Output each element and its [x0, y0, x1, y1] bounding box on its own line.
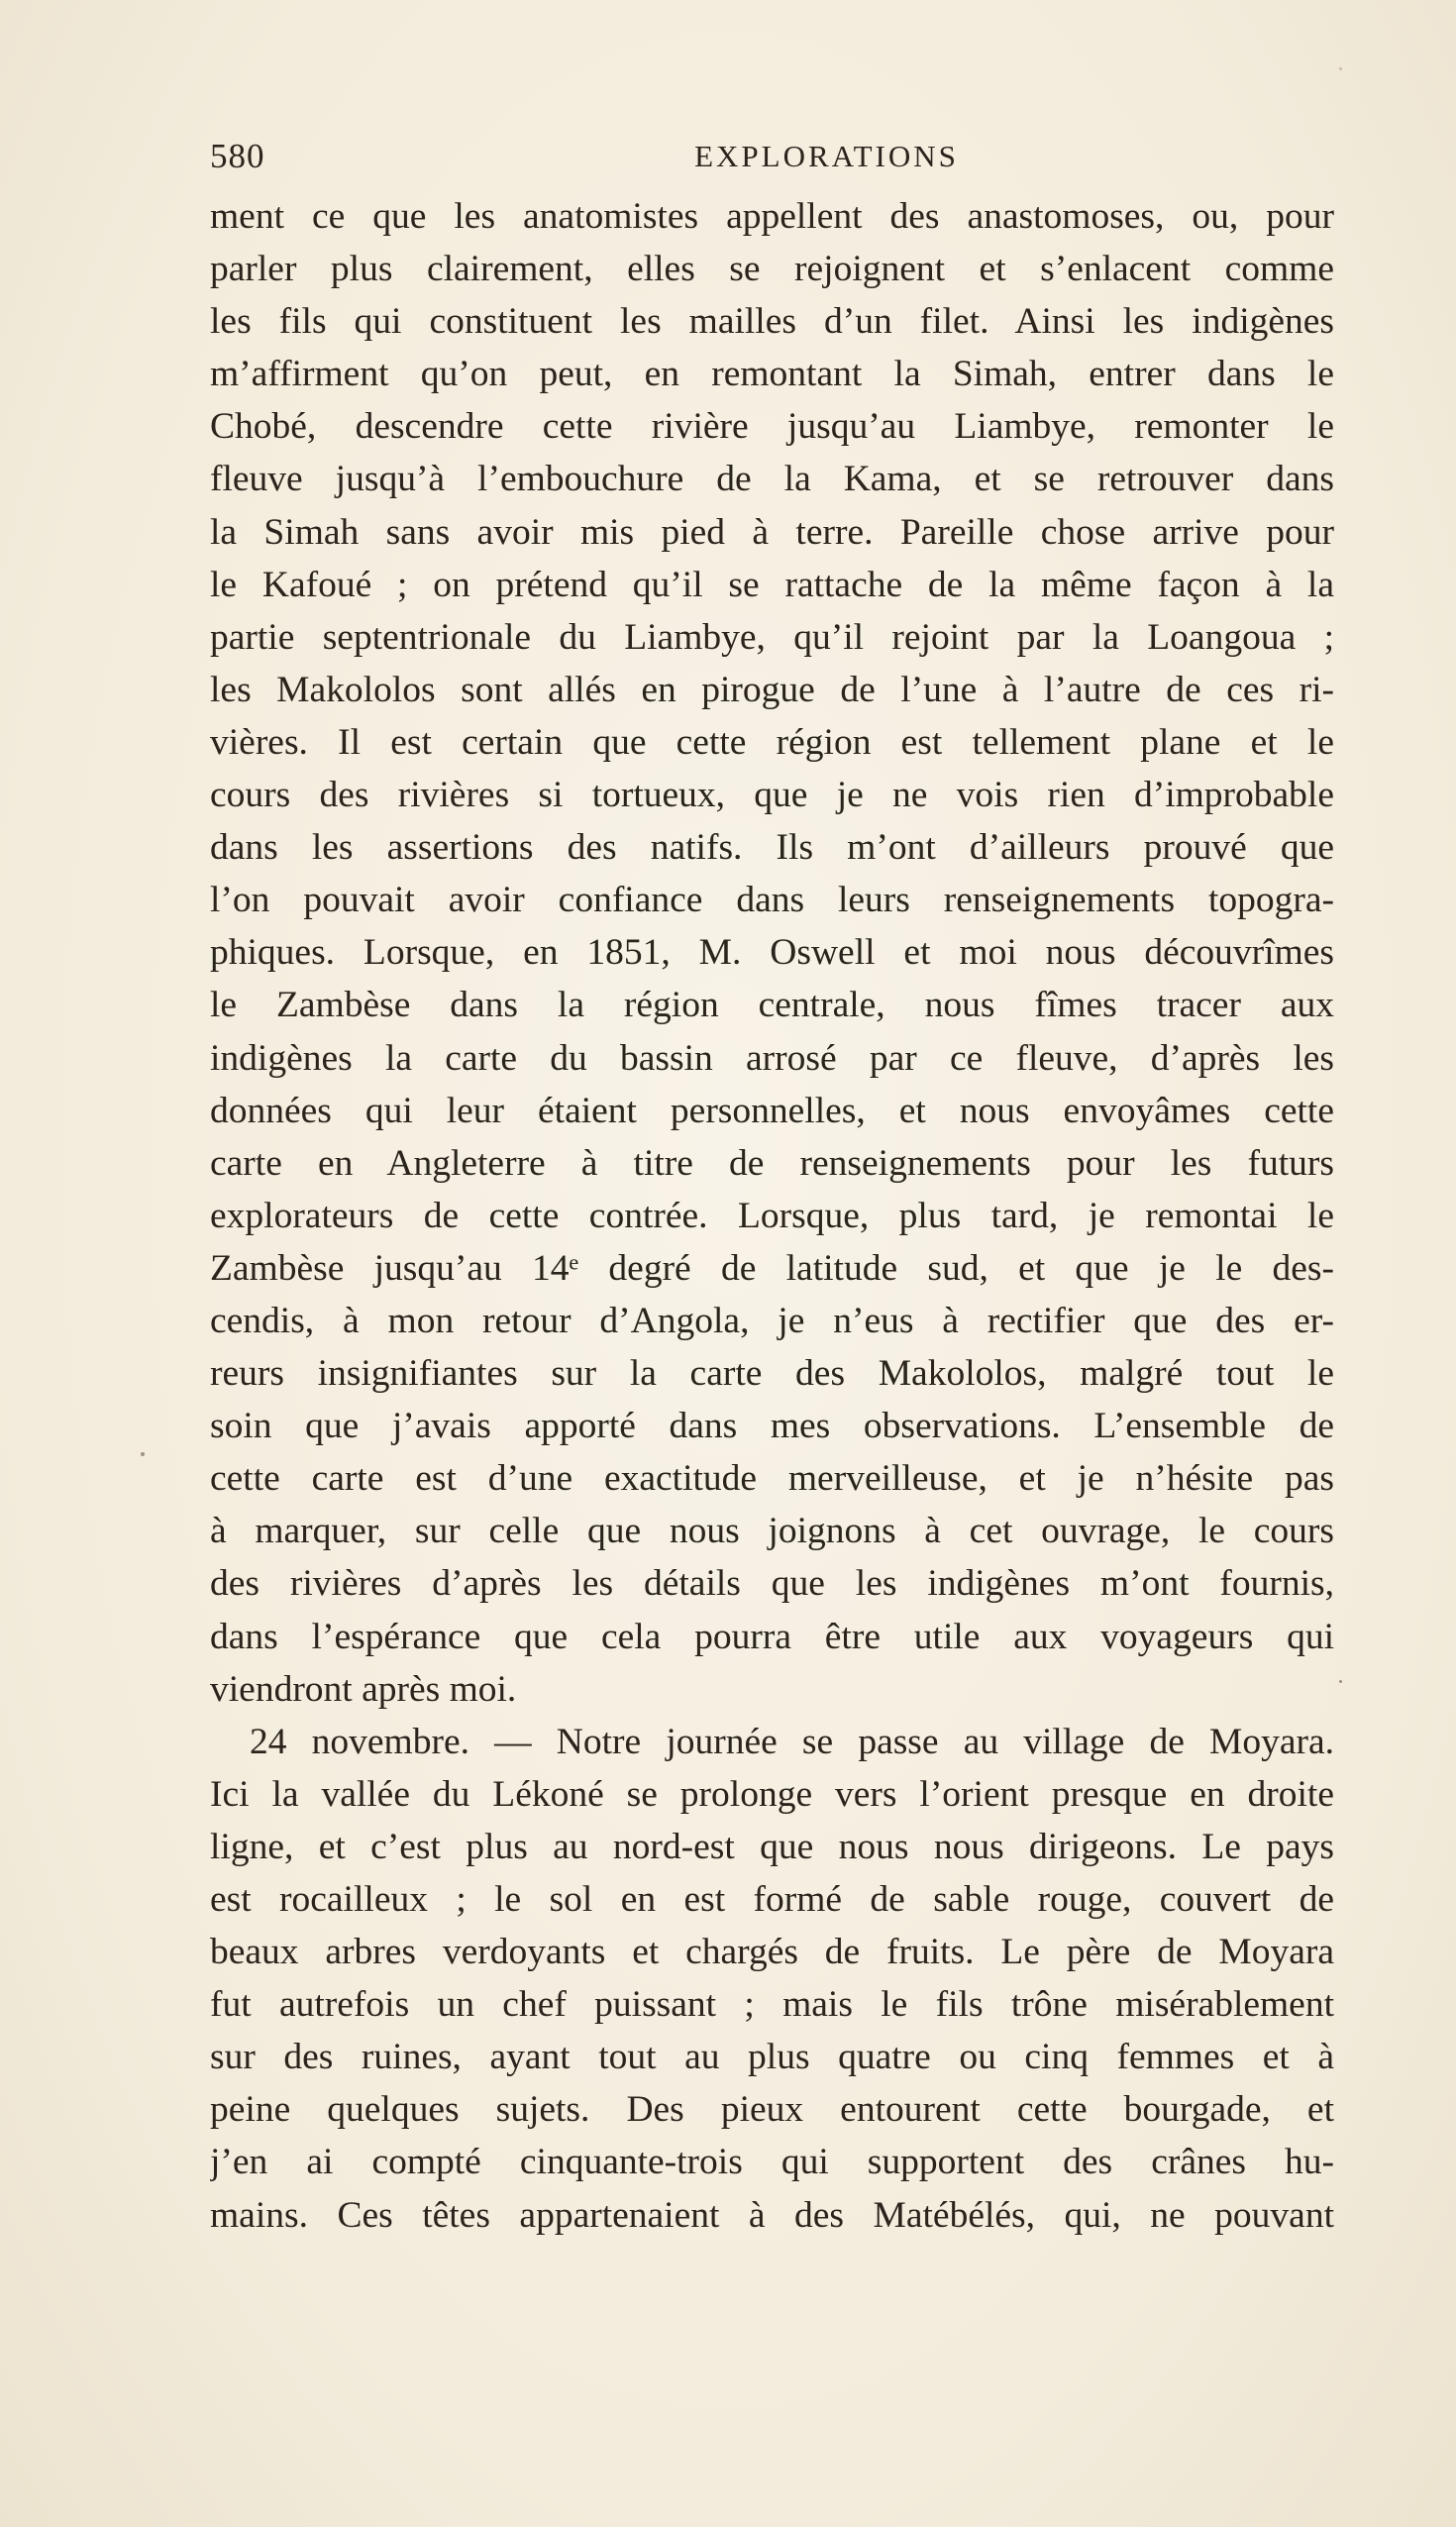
text-line: dans les assertions des natifs. Ils m’ont d’ailleurs prouvé que [210, 827, 1334, 869]
text-line: beaux arbres verdoyants et chargés de fruits. Le père de Moyara [210, 1932, 1334, 1973]
text-line: carte en Angleterre à titre de renseignements pour les futurs [210, 1142, 1334, 1184]
running-title: EXPLORATIONS [694, 139, 959, 173]
text-line: sur des ruines, ayant tout au plus quatre ou cinq femmes et à [210, 2037, 1334, 2078]
text-line: Ici la vallée du Lékoné se prolonge vers l’orient presque en droite [210, 1773, 1334, 1815]
text-line: données qui leur étaient personnelles, et nous envoyâmes cette [210, 1090, 1334, 1131]
text-line: mains. Ces têtes appartenaient à des Matébélés, qui, ne pouvant [210, 2194, 1334, 2236]
text-line: fleuve jusqu’à l’embouchure de la Kama, et se retrouver dans [210, 459, 1334, 500]
text-line: indigènes la carte du bassin arrosé par ce fleuve, d’après les [210, 1037, 1334, 1079]
paper-speck [1339, 1680, 1342, 1683]
text-line: fut autrefois un chef puissant ; mais le fils trône misérablement [210, 1984, 1334, 2026]
text-line: peine quelques sujets. Des pieux entourent cette bourgade, et [210, 2089, 1334, 2131]
text-line: cendis, à mon retour d’Angola, je n’eus à rectifier que des er- [210, 1300, 1334, 1341]
text-line: Chobé, descendre cette rivière jusqu’au Liambye, remonter le [210, 406, 1334, 448]
text-line: parler plus clairement, elles se rejoignent et s’enlacent comme [210, 249, 1334, 290]
text-line: explorateurs de cette contrée. Lorsque, plus tard, je remontai le [210, 1195, 1334, 1236]
text-line: phiques. Lorsque, en 1851, M. Oswell et moi nous découvrîmes [210, 932, 1334, 974]
text-line: des rivières d’après les détails que les indigènes m’ont fournis, [210, 1563, 1334, 1605]
text-line: ment ce que les anatomistes appellent des anastomoses, ou, pour [210, 196, 1334, 237]
page-number: 580 [210, 137, 265, 175]
text-line: cours des rivières si tortueux, que je ne vois rien d’improbable [210, 775, 1334, 816]
body-text [210, 190, 1334, 2242]
dated-entry-line: 24 novembre. — Notre journée se passe au village de Moyara. [250, 1721, 1334, 1762]
text-line: soin que j’avais apporté dans mes observations. L’ensemble de [210, 1406, 1334, 1447]
running-head [210, 137, 1334, 186]
text-line: ligne, et c’est plus au nord-est que nous nous dirigeons. Le pays [210, 1826, 1334, 1867]
text-line: les Makololos sont allés en pirogue de l’une à l’autre de ces ri- [210, 669, 1334, 710]
text-line: reurs insignifiantes sur la carte des Makololos, malgré tout le [210, 1353, 1334, 1395]
text-line: l’on pouvait avoir confiance dans leurs renseignements topogra- [210, 880, 1334, 921]
text-line: vières. Il est certain que cette région est tellement plane et le [210, 721, 1334, 763]
paper-speck [141, 1452, 145, 1456]
text-line: m’affirment qu’on peut, en remontant la Simah, entrer dans le [210, 354, 1334, 395]
text-line: est rocailleux ; le sol en est formé de sable rouge, couvert de [210, 1879, 1334, 1920]
text-line: la Simah sans avoir mis pied à terre. Pareille chose arrive pour [210, 511, 1334, 553]
paragraph-end-line: viendront après moi. [210, 1668, 517, 1710]
text-line: Zambèse jusqu’au 14ᵉ degré de latitude sud, et que je le des- [210, 1247, 1334, 1289]
text-line: j’en ai compté cinquante-trois qui supportent des crânes hu- [210, 2142, 1334, 2183]
text-line: cette carte est d’une exactitude merveilleuse, et je n’hésite pas [210, 1458, 1334, 1500]
text-line: dans l’espérance que cela pourra être utile aux voyageurs qui [210, 1616, 1334, 1657]
text-line: le Kafoué ; on prétend qu’il se rattache de la même façon à la [210, 564, 1334, 605]
text-line: le Zambèse dans la région centrale, nous fîmes tracer aux [210, 985, 1334, 1026]
text-line: à marquer, sur celle que nous joignons à cet ouvrage, le cours [210, 1511, 1334, 1552]
text-line: partie septentrionale du Liambye, qu’il rejoint par la Loangoua ; [210, 616, 1334, 658]
paper-speck [1339, 67, 1342, 70]
text-line: les fils qui constituent les mailles d’un filet. Ainsi les indigènes [210, 301, 1334, 343]
